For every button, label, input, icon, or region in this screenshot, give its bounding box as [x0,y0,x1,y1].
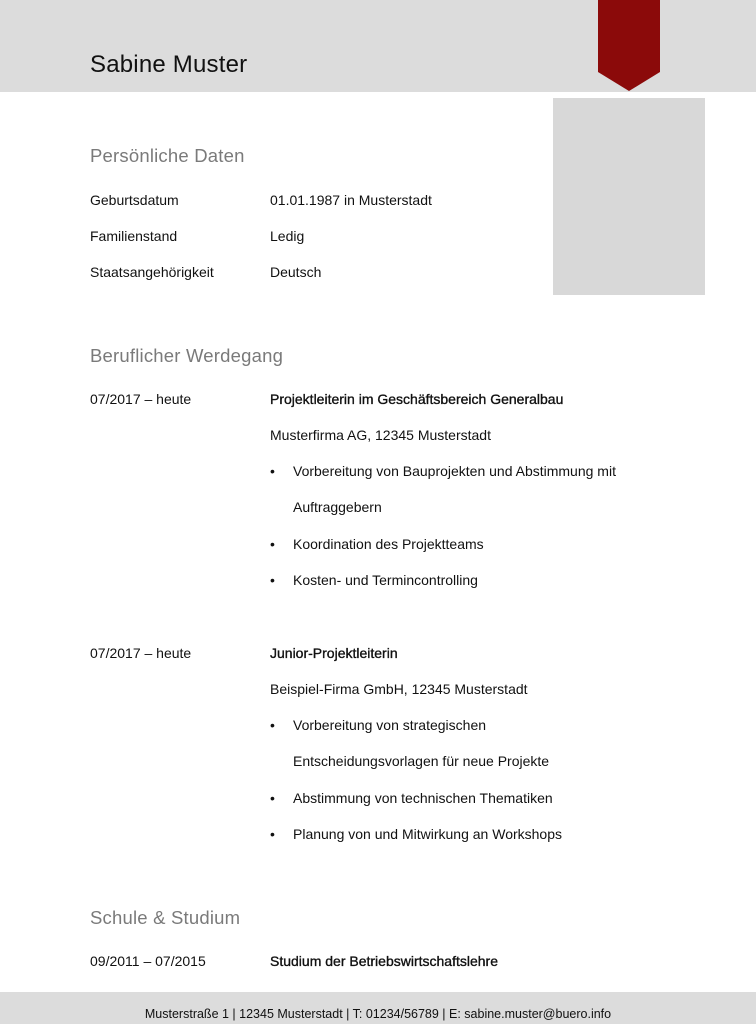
bullet-icon: • [270,536,275,552]
bullet-icon: • [270,790,275,806]
career-bullet-continuation: Auftraggebern [293,499,382,515]
personal-value: Deutsch [270,264,322,280]
personal-value: 01.01.1987 in Musterstadt [270,192,432,208]
bullet-icon: • [270,463,275,479]
profile-photo-placeholder [553,98,705,295]
section-title-education: Schule & Studium [90,907,241,928]
education-entry-title: Studium der Betriebswirtschaftslehre [270,953,498,969]
personal-label: Familienstand [90,228,178,244]
career-bullet: Kosten- und Termincontrolling [293,572,478,588]
applicant-name: Sabine Muster [90,51,248,78]
career-bullet: Abstimmung von technischen Thematiken [293,790,553,806]
bookmark-ribbon-icon [598,0,660,92]
footer-contact: Musterstraße 1 | 12345 Musterstadt | T: 01234/56789 | E: sabine.muster@buero.info [144,1007,612,1021]
personal-value: Ledig [270,228,305,244]
career-entry-company: Beispiel-Firma GmbH, 12345 Musterstadt [270,681,528,697]
career-bullet: Koordination des Projektteams [293,536,484,552]
career-bullet: Vorbereitung von strategischen [293,717,487,733]
personal-label: Geburtsdatum [90,192,179,208]
career-bullet: Planung von und Mitwirkung an Workshops [293,826,563,842]
career-entry-company: Musterfirma AG, 12345 Musterstadt [270,427,491,443]
section-title-personal: Persönliche Daten [90,145,245,166]
career-entry-date: 07/2017 – heute [90,391,192,407]
career-bullet-continuation: Entscheidungsvorlagen für neue Projekte [293,753,550,769]
career-entry-title: Projektleiterin im Geschäftsbereich Generalbau [270,391,564,407]
personal-label: Staatsangehörigkeit [90,264,214,280]
career-entry-title: Junior-Projektleiterin [270,645,398,661]
section-title-career: Beruflicher Werdegang [90,345,284,366]
bullet-icon: • [270,826,275,842]
bullet-icon: • [270,572,275,588]
bullet-icon: • [270,717,275,733]
career-entry-date: 07/2017 – heute [90,645,192,661]
education-entry-date: 09/2011 – 07/2015 [90,953,206,969]
career-bullet: Vorbereitung von Bauprojekten und Abstimmung mit [293,463,616,479]
